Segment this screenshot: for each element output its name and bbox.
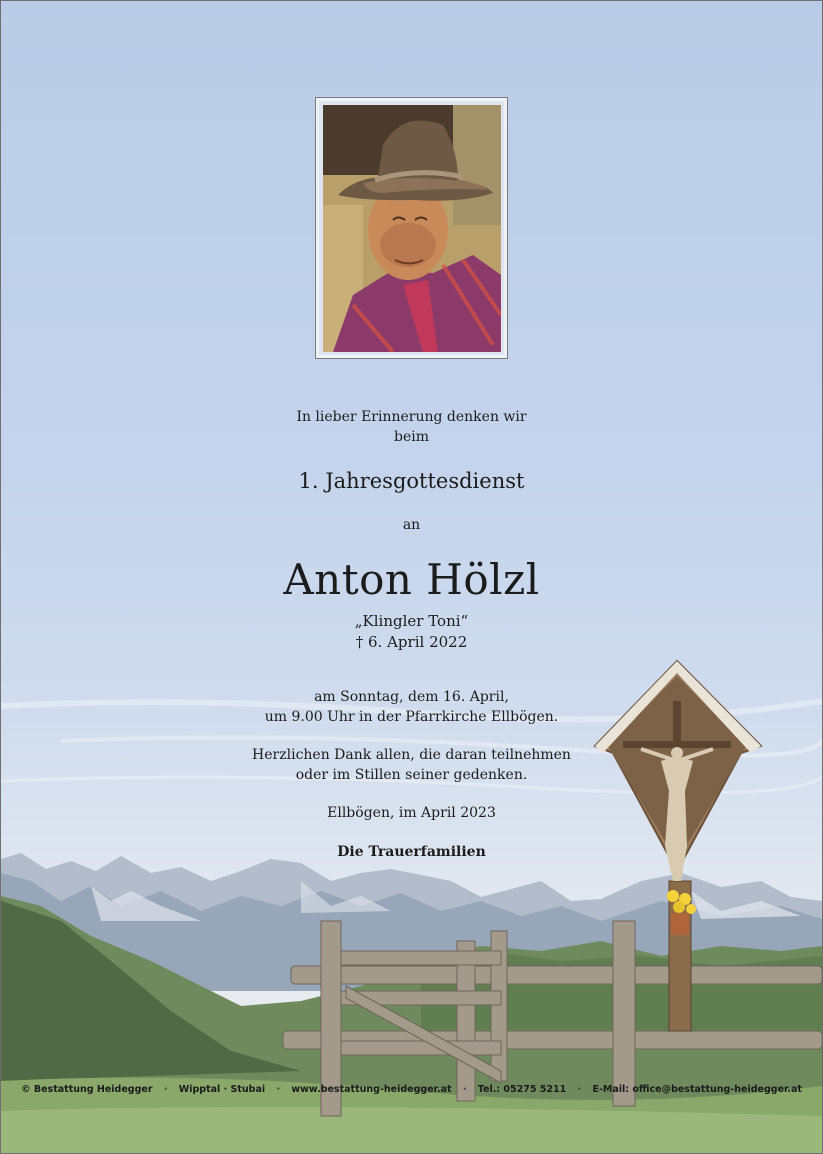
place-date: Ellbögen, im April 2023 <box>327 805 496 821</box>
footer-separator: · <box>462 1084 467 1095</box>
thanks-line-2: oder im Stillen seiner gedenken. <box>295 767 528 783</box>
intro-line-1: In lieber Erinnerung denken wir <box>296 409 527 425</box>
footer-website-link[interactable]: www.bestattung-heidegger.at <box>291 1084 452 1095</box>
footer-separator: · <box>276 1084 281 1095</box>
death-date: † 6. April 2022 <box>355 633 468 651</box>
footer <box>1 1084 822 1095</box>
footer-separator: · <box>163 1084 168 1095</box>
portrait-photo-frame <box>315 97 508 359</box>
intro-line-2: beim <box>394 429 429 445</box>
intro-text <box>1 407 822 447</box>
service-title: 1. Jahresgottesdienst <box>298 469 525 493</box>
footer-company: © Bestattung Heidegger <box>21 1084 153 1095</box>
connector-text: an <box>402 517 421 533</box>
nickname: „Klingler Toni“ <box>354 612 469 630</box>
footer-phone: Tel.: 05275 5211 <box>477 1084 567 1095</box>
service-date <box>1 687 822 727</box>
portrait-photo <box>323 105 501 352</box>
footer-separator: · <box>577 1084 582 1095</box>
deceased-name: Anton Hölzl <box>283 555 540 604</box>
thanks-line-1: Herzlichen Dank allen, die daran teilnehmen <box>252 747 571 763</box>
date-line-2: um 9.00 Uhr in der Pfarrkirche Ellbögen. <box>264 709 559 725</box>
footer-email-link[interactable]: E-Mail: office@bestattung-heidegger.at <box>592 1084 802 1095</box>
signature: Die Trauerfamilien <box>337 844 486 860</box>
thanks-text <box>1 745 822 785</box>
footer-region: Wipptal · Stubai <box>178 1084 266 1095</box>
date-line-1: am Sonntag, dem 16. April, <box>314 689 509 705</box>
